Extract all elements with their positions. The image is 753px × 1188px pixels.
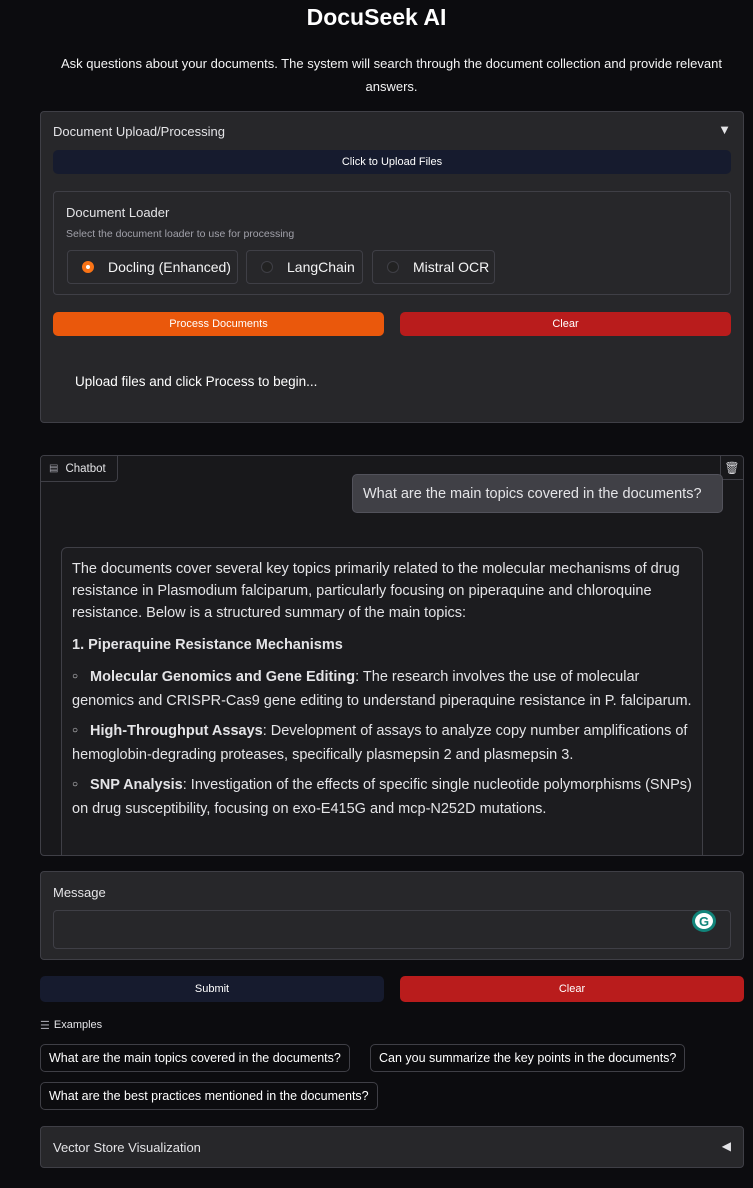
chat-bubble-icon: ▤ [49,463,59,474]
upload-panel-header[interactable] [41,112,743,148]
app-description: Ask questions about your documents. The system will search through the document collection and provide relevant answers. [61,56,722,94]
radio-langchain[interactable]: LangChain [246,250,363,284]
processing-status: Upload files and click Process to begin... [75,374,318,389]
example-button[interactable]: What are the main topics covered in the documents? [40,1044,350,1072]
bot-message: The documents cover several key topics primarily related to the molecular mechanisms of drug resistance in Plasmodium falciparum, particularly focusing on piperaquine and chloroquine resistance. Below is a structured summary of the main topics: 1. Piperaquine Resistance Mechanisms ○ Molecular Genomics and Gene Editing: The research involves the use of molecular genomics and CRISPR-Cas9 gene editing to understand piperaquine resistance in P. falciparum. ○ High-Throughput Assays: Development of assays to analyze copy number amplifications of hemoglobin-degrading proteases, specifically plasmepsin 2 and plasmepsin 3. ○ SNP Analysis: Investigation of the effects of specific single nucleotide polymorphisms (SNPs) on drug susceptibility, focusing on exo-E415G and mcp-N252D mutations. [61,547,703,856]
radio-mistral-ocr[interactable]: Mistral OCR [372,250,495,284]
radio-unselected-icon [387,261,399,273]
expand-triangle-icon[interactable]: ◀ [721,1139,731,1153]
message-panel [40,871,744,960]
message-label: Message [53,885,106,900]
upload-panel [40,111,744,423]
submit-button[interactable]: Submit [40,976,384,1002]
grammarly-icon[interactable]: G [692,910,716,932]
bot-heading: 1. Piperaquine Resistance Mechanisms [72,637,343,653]
process-documents-button[interactable]: Process Documents [53,312,384,336]
list-icon: ☰ [40,1020,50,1032]
upload-clear-button[interactable]: Clear [400,312,731,336]
vector-store-panel[interactable] [40,1126,744,1168]
radio-selected-icon [82,261,94,273]
app-title: DocuSeek AI [306,4,447,30]
list-item: ○ High-Throughput Assays: Development of assays to analyze copy number amplifications of hemoglobin-degrading proteases, specifically plasmepsin 2 and plasmepsin 3. [72,720,692,766]
examples-label: ☰ Examples [40,1019,103,1032]
example-button[interactable]: Can you summarize the key points in the documents? [370,1044,685,1072]
radio-unselected-icon [261,261,273,273]
upload-files-button[interactable]: Click to Upload Files [53,150,731,174]
upload-panel-title: Document Upload/Processing [53,124,225,139]
clear-button[interactable]: Clear [400,976,744,1002]
vector-store-title: Vector Store Visualization [53,1140,201,1155]
message-input[interactable] [53,910,731,949]
user-message: What are the main topics covered in the documents? [352,474,723,513]
clear-chat-trash-icon[interactable]: 🗑 [720,456,743,480]
list-item: ○ SNP Analysis: Investigation of the effects of specific single nucleotide polymorphisms (SNPs) on drug susceptibility, focusing on exo-E415G and mcp-N252D mutations. [72,774,692,820]
document-loader-info: Select the document loader to use for processing [66,228,295,240]
radio-docling[interactable]: Docling (Enhanced) [67,250,238,284]
collapse-triangle-icon[interactable]: ▼ [718,122,731,137]
document-loader-label: Document Loader [66,205,170,220]
example-button[interactable]: What are the best practices mentioned in the documents? [40,1082,378,1110]
chatbot-panel [40,455,744,856]
list-item: ○ Molecular Genomics and Gene Editing: The research involves the use of molecular genomics and CRISPR-Cas9 gene editing to understand piperaquine resistance in P. falciparum. [72,666,692,712]
chatbot-label: ▤ Chatbot [41,456,118,482]
